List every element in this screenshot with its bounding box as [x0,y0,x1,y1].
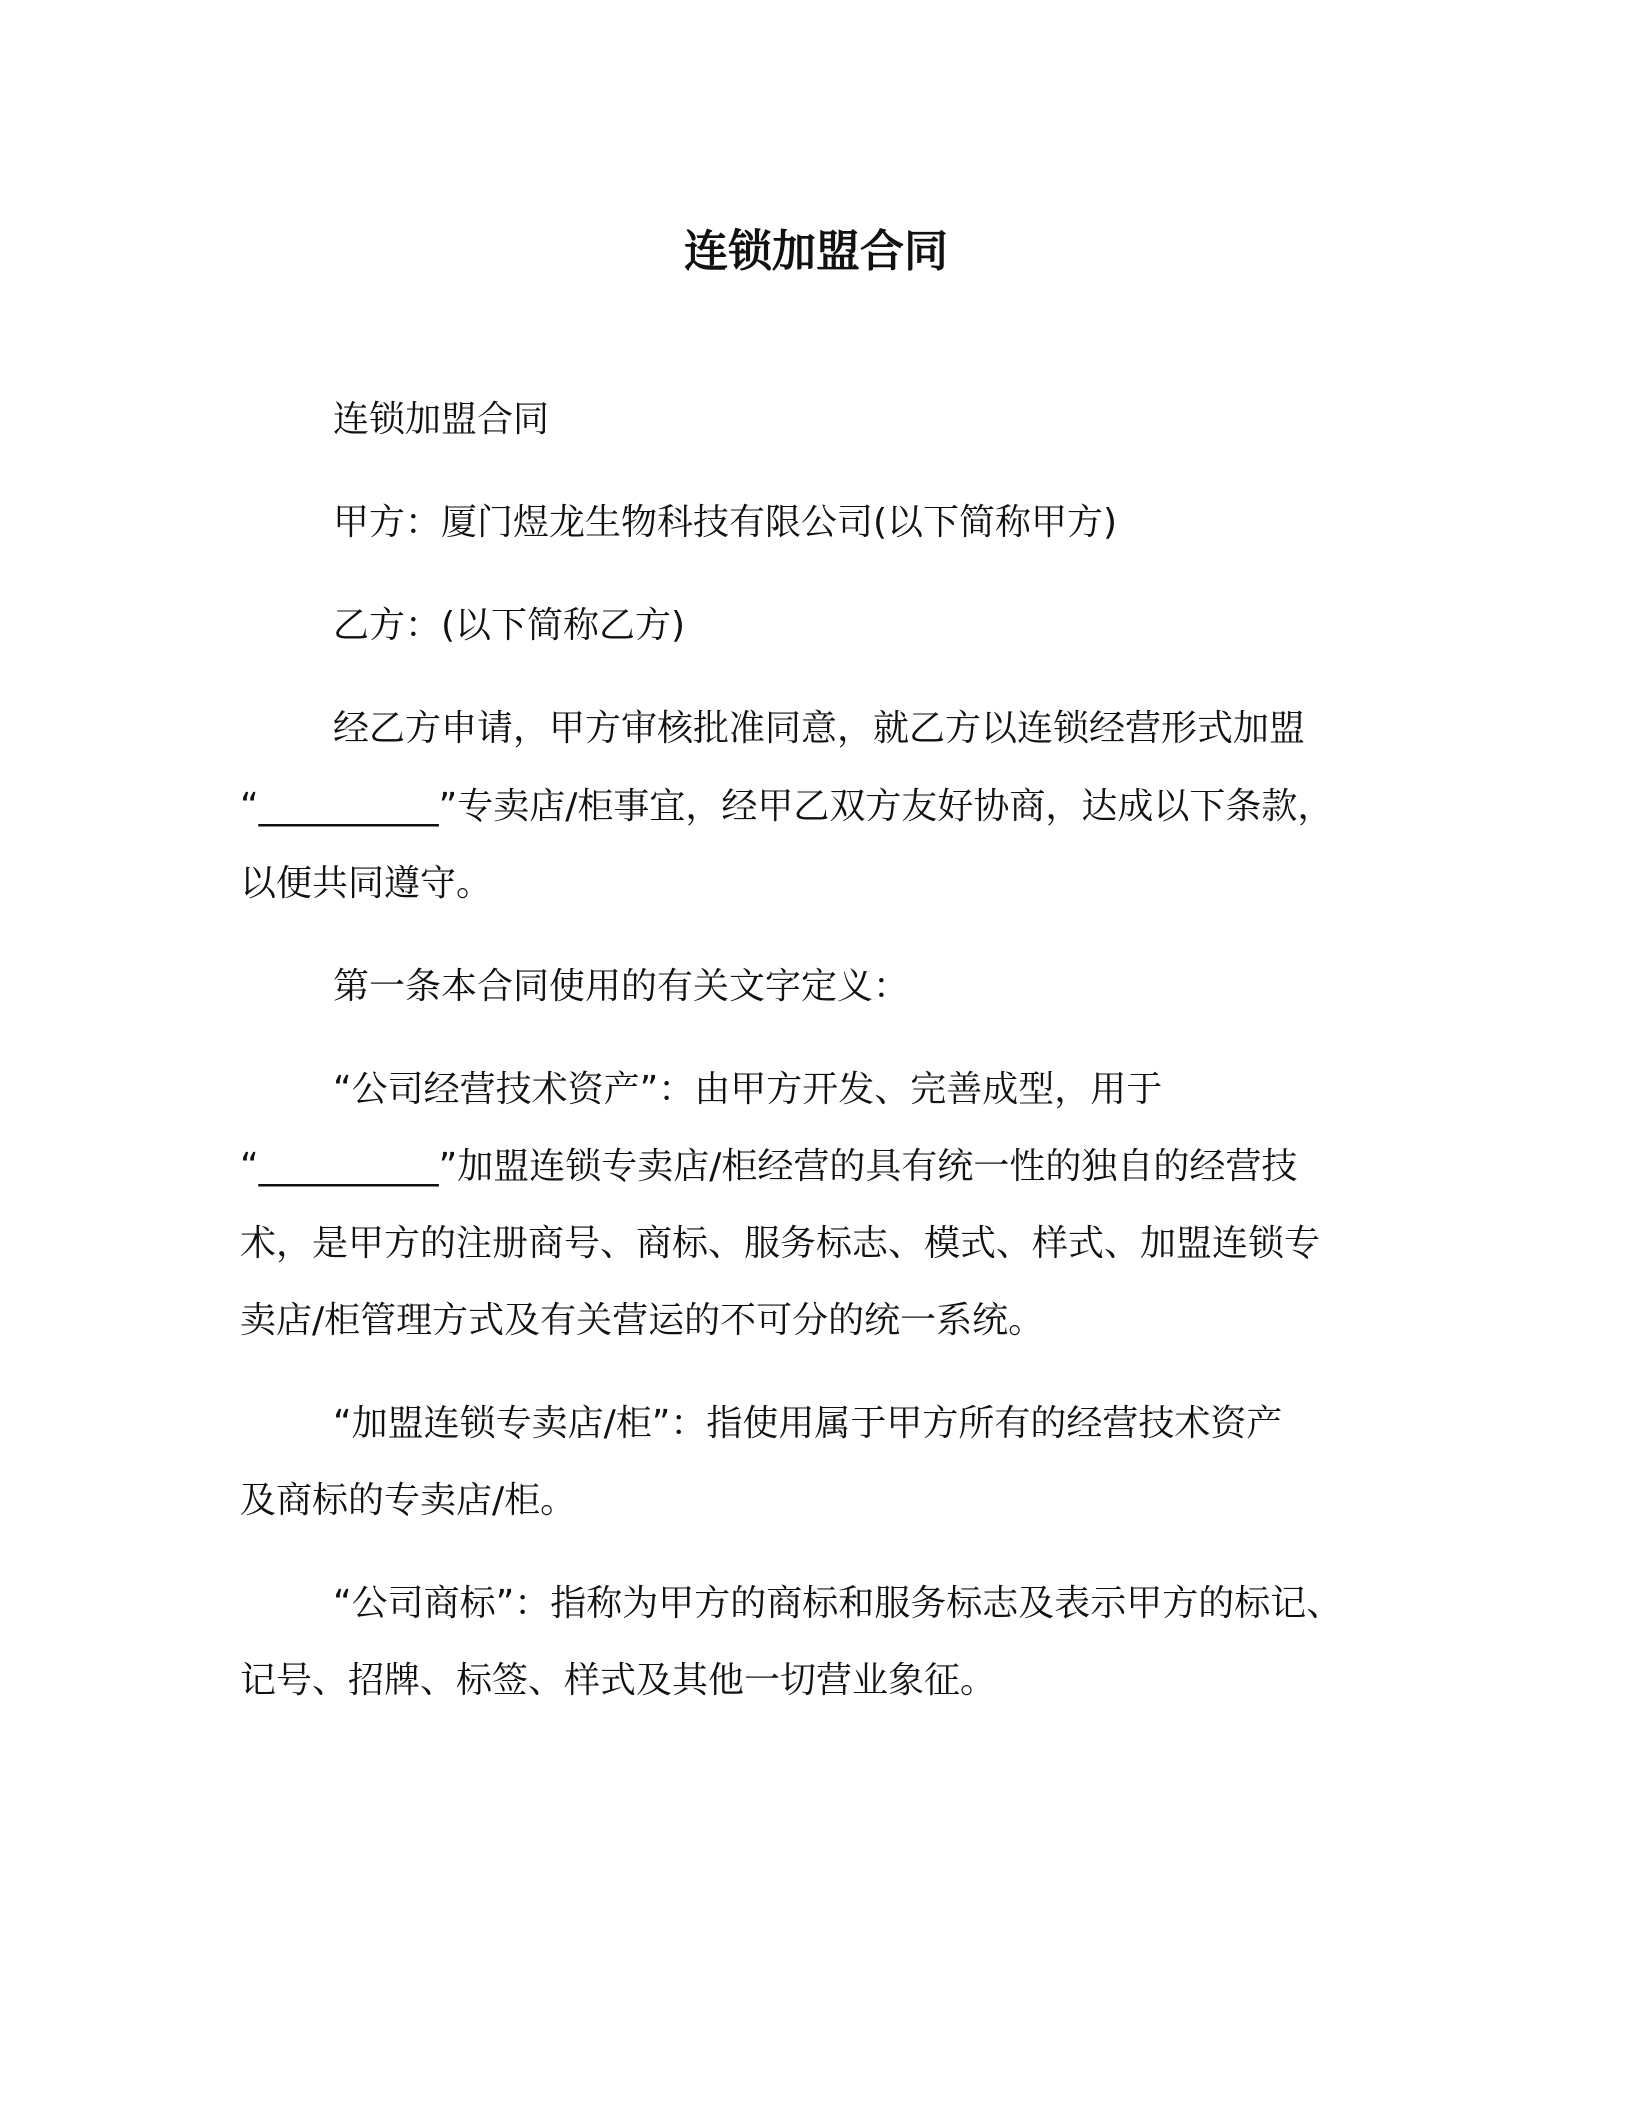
text-line-def-3b: 记号、招牌、标签、样式及其他一切营业象征。 [240,1660,997,1701]
text-line-def-3a: “公司商标”：指称为甲方的商标和服务标志及表示甲方的标记、 [333,1583,1343,1624]
text-line-intro-3: 以便共同遵守。 [240,863,493,904]
document-title: 连锁加盟合同 [684,226,948,277]
text-line-def-1d: 卖店/柜管理方式及有关营运的不可分的统一系统。 [240,1300,1045,1341]
text-line-party-b: 乙方：(以下简称乙方) [333,605,686,646]
text-line-def-1c: 术，是甲方的注册商号、商标、服务标志、模式、样式、加盟连锁专 [240,1223,1321,1264]
text-line-def-2a: “加盟连锁专卖店/柜”：指使用属于甲方所有的经营技术资产 [333,1403,1283,1444]
text-line-intro-2: “__________”专卖店/柜事宜，经甲乙双方友好协商，达成以下条款， [240,786,1334,827]
text-line-def-2b: 及商标的专卖店/柜。 [240,1480,577,1521]
text-line-heading: 连锁加盟合同 [333,399,550,440]
text-line-intro-1: 经乙方申请，甲方审核批准同意，就乙方以连锁经营形式加盟 [333,708,1306,749]
text-line-party-a: 甲方：厦门煜龙生物科技有限公司(以下简称甲方) [333,502,1118,543]
text-line-article-1: 第一条本合同使用的有关文字定义： [333,966,910,1007]
text-line-def-1a: “公司经营技术资产”：由甲方开发、完善成型，用于 [333,1069,1163,1110]
text-line-def-1b: “__________”加盟连锁专卖店/柜经营的具有统一性的独自的经营技 [240,1146,1298,1187]
